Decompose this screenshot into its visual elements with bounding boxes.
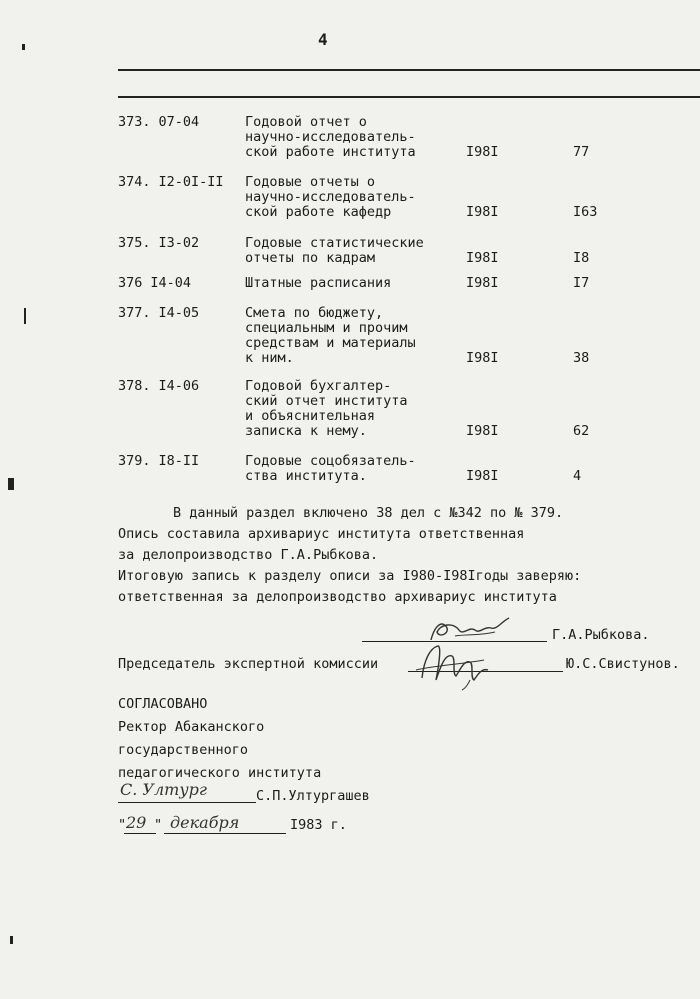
date-close-quote: " (154, 817, 163, 833)
entry-index: I8-II (158, 453, 200, 469)
entry-count: 62 (573, 423, 590, 439)
signature-line-rector (118, 802, 256, 803)
entry-description-line: научно-исследователь- (245, 189, 416, 205)
entry-ordinal: 376 (118, 275, 143, 291)
summary-line: В данный раздел включено 38 дел с №342 по № 379. (173, 505, 564, 521)
entry-description-line: и объяснительная (245, 408, 376, 424)
summary-line: за делопроизводство Г.А.Рыбкова. (118, 547, 379, 563)
entry-number (118, 236, 199, 251)
entry-description-line: Смета по бюджету, (245, 305, 384, 321)
entry-number (118, 454, 199, 469)
entry-ordinal: 374. (118, 174, 151, 190)
entry-count: 77 (573, 144, 590, 160)
entry-year: I98I (466, 144, 499, 160)
summary-block (118, 503, 688, 608)
entry-number (118, 306, 199, 321)
scan-mark (8, 478, 14, 490)
handwritten-signature-rector: С. Ултург (120, 780, 207, 799)
inventory-entry (0, 379, 700, 439)
date-day: 29 (126, 813, 147, 832)
approval-line: государственного (118, 742, 249, 758)
handwritten-signature-chair (412, 640, 492, 692)
entry-year: I98I (466, 204, 499, 220)
entry-description-line: Штатные расписания (245, 275, 392, 291)
entry-description (245, 276, 455, 291)
scan-mark (10, 936, 13, 944)
approval-heading: СОГЛАСОВАНО (118, 696, 208, 712)
entry-description-line: Годовые статистические (245, 235, 424, 251)
entry-description (245, 306, 455, 366)
entry-description-line: к ним. (245, 350, 294, 366)
entry-count: I8 (573, 250, 590, 266)
entry-year: I98I (466, 350, 499, 366)
entry-index: I3-02 (158, 235, 200, 251)
entry-description (245, 379, 455, 439)
entry-description (245, 175, 455, 220)
entry-description (245, 115, 455, 160)
scan-mark (22, 44, 25, 50)
entry-description (245, 454, 455, 484)
rector-name: С.П.Ултургашев (256, 788, 370, 804)
entry-description-line: ской работе института (245, 144, 416, 160)
entry-description-line: отчеты по кадрам (245, 250, 376, 266)
entry-count: 4 (573, 468, 582, 484)
entry-description-line: ства института. (245, 468, 367, 484)
date-month: декабря (170, 813, 240, 832)
entry-count: I63 (573, 204, 598, 220)
entry-ordinal: 373. (118, 114, 151, 130)
summary-line: Опись составила архивариус института ответственная (118, 526, 525, 542)
summary-line: Итоговую запись к разделу описи за I980-I98Iгоды заверяю: (118, 568, 582, 584)
entry-ordinal: 379. (118, 453, 151, 469)
header-rule-top (118, 69, 700, 71)
entry-year: I98I (466, 275, 499, 291)
entry-description-line: ский отчет института (245, 393, 408, 409)
entry-number (118, 115, 199, 130)
approval-line: педагогического института (118, 765, 322, 781)
entry-description-line: средствам и материалы (245, 335, 416, 351)
entry-index: I4-05 (158, 305, 200, 321)
entry-ordinal: 375. (118, 235, 151, 251)
entry-count: 38 (573, 350, 590, 366)
entry-description-line: специальным и прочим (245, 320, 408, 336)
date-open-quote: " (118, 817, 127, 833)
entry-count: I7 (573, 275, 590, 291)
entry-index: I2-0I-II (158, 174, 224, 190)
entry-description-line: Годовые отчеты о (245, 174, 376, 190)
entry-number (118, 379, 199, 394)
header-rule-bottom (118, 96, 700, 98)
entry-index: I4-06 (158, 378, 200, 394)
inventory-entry (0, 306, 700, 366)
date-day-line (124, 833, 156, 834)
summary-line: ответственная за делопроизводство архивариус института (118, 589, 557, 605)
chair-name: Ю.С.Свистунов. (566, 656, 680, 672)
entry-description-line: записка к нему. (245, 423, 367, 439)
entry-year: I98I (466, 250, 499, 266)
scan-mark (24, 308, 26, 324)
entry-number (118, 175, 224, 190)
entry-year: I98I (466, 468, 499, 484)
entry-ordinal: 378. (118, 378, 151, 394)
entry-description-line: Годовой бухгалтер- (245, 378, 392, 394)
entry-description (245, 236, 455, 266)
entry-index: 07-04 (158, 114, 200, 130)
entry-description-line: научно-исследователь- (245, 129, 416, 145)
entry-description-line: Годовой отчет о (245, 114, 367, 130)
signer-rybkova: Г.А.Рыбкова. (552, 627, 650, 643)
inventory-entry (0, 115, 700, 175)
entry-year: I98I (466, 423, 499, 439)
chair-label: Председатель экспертной комиссии (118, 656, 379, 672)
page-number: 4 (318, 30, 328, 49)
entry-ordinal: 377. (118, 305, 151, 321)
date-year: I983 г. (290, 817, 347, 833)
date-month-line (164, 833, 286, 834)
entry-description-line: Годовые соцобязатель- (245, 453, 416, 469)
approval-line: Ректор Абаканского (118, 719, 265, 735)
entry-description-line: ской работе кафедр (245, 204, 392, 220)
entry-number (118, 276, 191, 291)
inventory-entry (0, 175, 700, 235)
entry-index: I4-04 (150, 275, 192, 291)
